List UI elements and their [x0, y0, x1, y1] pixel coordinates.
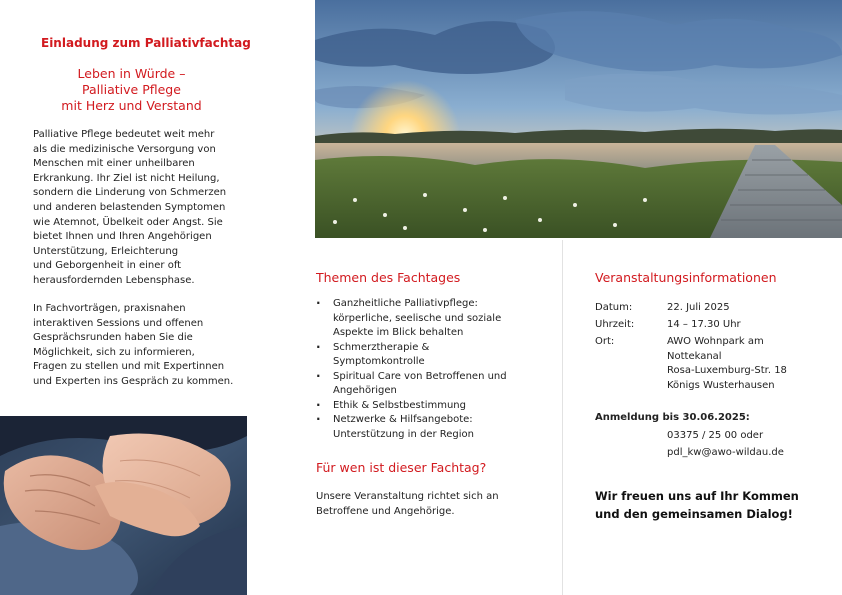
date-value: 22. Juli 2025 — [667, 302, 730, 313]
audience-heading: Für wen ist dieser Fachtag? — [316, 460, 487, 475]
holding-hands-photo — [0, 416, 247, 595]
list-item — [316, 399, 556, 414]
text-line: · Schmerztherapie & — [333, 341, 430, 353]
text-line: Nottekanal — [667, 350, 722, 362]
invite-title: Einladung zum Palliativfachtag — [41, 36, 251, 50]
text-line: Möglichkeit, sich zu informieren, — [33, 346, 195, 358]
text-line: Palliative Pflege bedeutet weit mehr — [33, 129, 215, 140]
list-item — [316, 297, 556, 341]
text-line: Königs Wusterhausen — [667, 379, 775, 391]
text-line: Erkrankung. Ihr Ziel ist nicht Heilung, — [33, 172, 220, 184]
text-line: körperliche, seelische und soziale — [333, 312, 502, 324]
date-label: Datum: — [595, 302, 633, 313]
text-line: Menschen mit einer unheilbaren — [33, 158, 195, 170]
list-item — [316, 370, 556, 399]
place-label: Ort: — [595, 336, 615, 347]
headline-line: Leben in Würde – — [77, 66, 186, 81]
text-line: · Spiritual Care von Betroffenen und — [333, 370, 507, 382]
text-line: herausfordernden Lebensphase. — [33, 274, 195, 286]
boardwalk-moor-sunset-photo — [315, 0, 842, 238]
text-line: wie Atemnot, Übelkeit oder Angst. Sie — [33, 216, 223, 228]
info-heading: Veranstaltungsinformationen — [595, 270, 777, 285]
place-value — [667, 335, 787, 393]
list-item — [316, 341, 556, 370]
text-line: Angehörigen — [333, 385, 397, 396]
intro-paragraph — [33, 128, 258, 289]
text-line: Unsere Veranstaltung richtet sich an — [316, 491, 499, 502]
headline — [0, 66, 263, 114]
text-line: Wir freuen uns auf Ihr Kommen — [595, 489, 799, 503]
time-label: Uhrzeit: — [595, 319, 635, 330]
text-line: interaktiven Sessions und offenen — [33, 317, 204, 329]
text-line: Betroffene und Angehörige. — [316, 505, 455, 517]
text-line: als die medizinische Versorgung von — [33, 143, 216, 155]
topics-heading: Themen des Fachtages — [316, 270, 461, 285]
registration-deadline: Anmeldung bis 30.06.2025: — [595, 412, 750, 423]
headline-line: Palliative Pflege — [82, 82, 181, 97]
headline-line: mit Herz und Verstand — [61, 98, 202, 113]
text-line: Symptomkontrolle — [333, 356, 425, 367]
text-line: und anderen belastenden Symptomen — [33, 201, 226, 213]
text-line: bietet Ihnen und Ihren Angehörigen — [33, 231, 212, 243]
text-line: und den gemeinsamen Dialog! — [595, 507, 793, 521]
text-line: sondern die Linderung von Schmerzen — [33, 187, 227, 199]
text-line: AWO Wohnpark am — [667, 336, 764, 347]
text-line: · Netzwerke & Hilfsangebote: — [333, 414, 473, 425]
workshop-paragraph — [33, 302, 258, 390]
text-line: Aspekte im Blick behalten — [333, 327, 464, 338]
text-line: Gesprächsrunden haben Sie die — [33, 332, 193, 344]
phone-number[interactable]: 03375 / 25 00 oder — [667, 430, 764, 441]
text-line: In Fachvorträgen, praxisnahen — [33, 303, 186, 314]
email-address[interactable]: pdl_kw@awo-wildau.de — [667, 447, 784, 458]
audience-text — [316, 490, 499, 519]
text-line: Unterstützung, Erleichterung — [33, 245, 179, 257]
closing-message — [595, 487, 799, 523]
fold-rule — [562, 240, 563, 595]
text-line: Fragen zu stellen und mit Expertinnen — [33, 361, 225, 373]
text-line: Unterstützung in der Region — [333, 428, 475, 440]
text-line: Rosa-Luxemburg-Str. 18 — [667, 365, 787, 376]
topics-list — [316, 297, 556, 442]
text-line: und Geborgenheit in einer oft — [33, 260, 182, 272]
list-item — [316, 413, 556, 442]
time-value: 14 – 17.30 Uhr — [667, 319, 741, 330]
text-line: · Ethik & Selbstbestimmung — [333, 399, 466, 411]
text-line: · Ganzheitliche Palliativpflege: — [333, 298, 478, 309]
text-line: und Experten ins Gespräch zu kommen. — [33, 375, 234, 387]
